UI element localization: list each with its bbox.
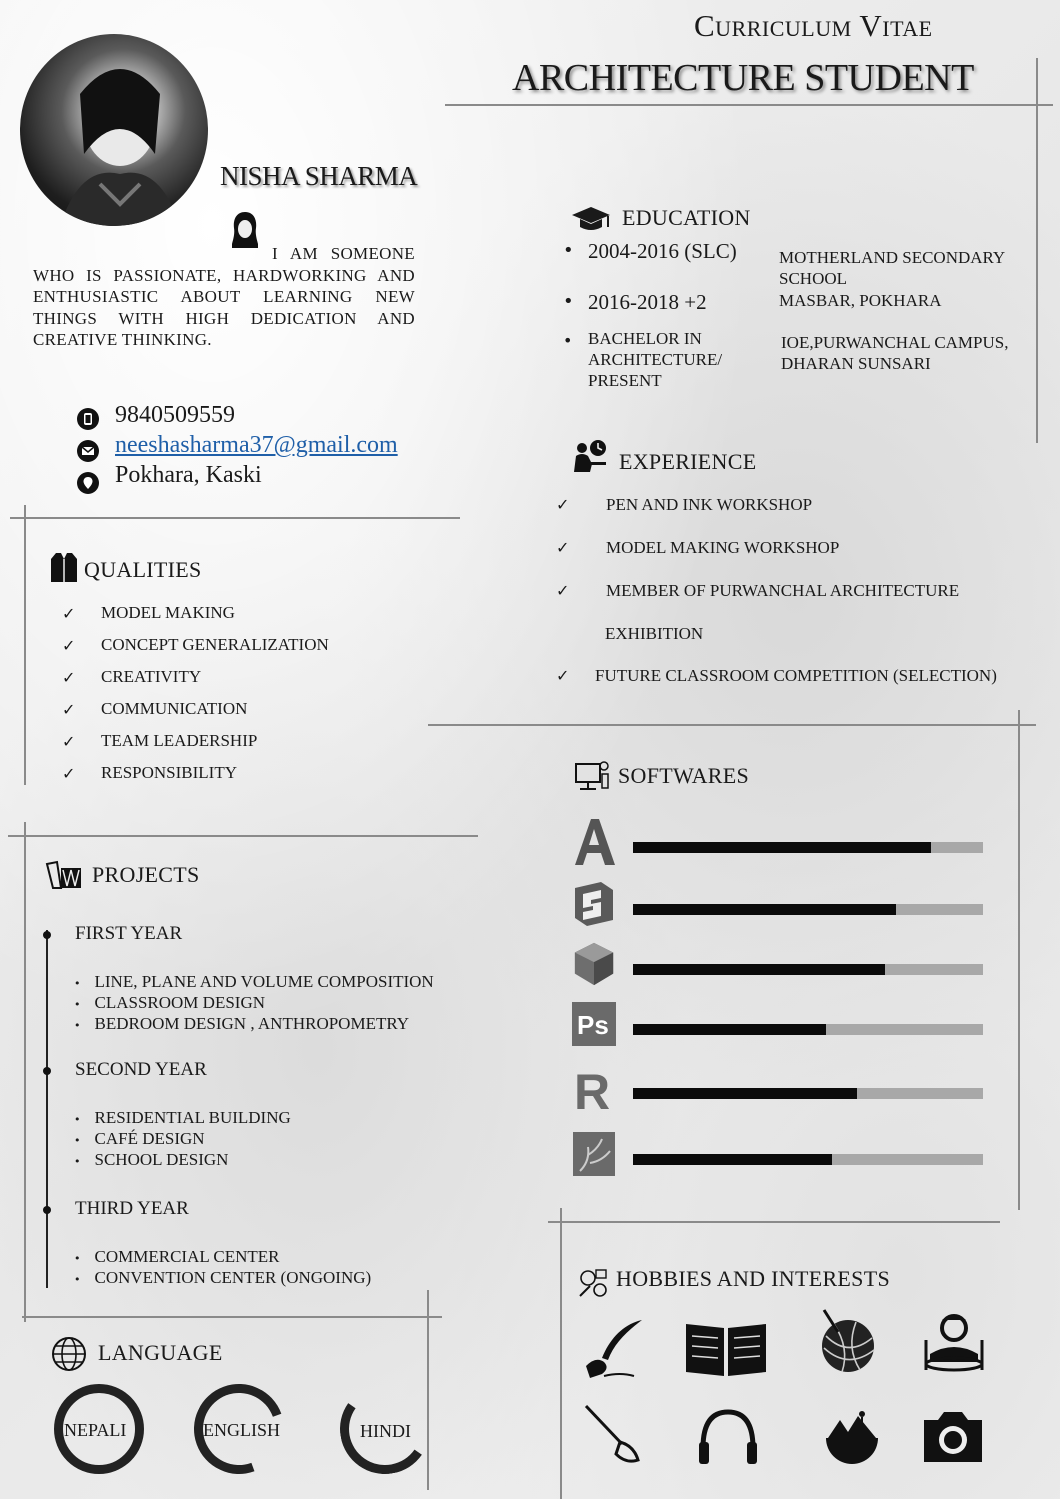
language-name: ENGLISH	[203, 1420, 280, 1440]
timeline-dot	[43, 1206, 51, 1214]
timeline-dot	[43, 931, 51, 939]
bullet-icon: •	[563, 240, 574, 261]
project-item-text: CLASSROOM DESIGN	[94, 993, 265, 1012]
quality-item: COMMUNICATION	[101, 699, 248, 718]
qualities-divider	[8, 835, 478, 837]
phone-number: 9840509559	[115, 402, 235, 428]
hobbies-title: HOBBIES AND INTERESTS	[616, 1266, 890, 1291]
revit-icon	[571, 1064, 617, 1112]
globe-icon	[51, 1336, 87, 1372]
project-item-text: RESIDENTIAL BUILDING	[94, 1108, 291, 1127]
skill-bar-track	[633, 842, 983, 853]
jacket-icon	[50, 551, 78, 583]
skill-bar-track	[633, 1088, 983, 1099]
education-institution: MASBAR, POKHARA	[779, 291, 942, 310]
education-institution: DHARAN SUNSARI	[781, 354, 931, 373]
check-icon: ✓	[62, 732, 76, 751]
bullet-icon: •	[74, 1019, 81, 1032]
project-item-text: LINE, PLANE AND VOLUME COMPOSITION	[94, 972, 434, 991]
cooking-icon	[922, 1310, 986, 1374]
timeline-dot	[43, 1067, 51, 1075]
experience-divider	[428, 724, 1036, 726]
bullet-icon: •	[74, 1273, 81, 1286]
project-item-text: CONVENTION CENTER (ONGOING)	[94, 1268, 372, 1287]
headphones-icon	[697, 1406, 759, 1466]
education-institution: MOTHERLAND SECONDARY	[779, 248, 1006, 267]
header-divider-vertical	[1036, 58, 1038, 443]
check-icon: ✓	[62, 604, 76, 623]
project-item	[74, 1129, 205, 1149]
hobbies-divider-vertical	[560, 1208, 562, 1499]
skill-bar-track	[633, 904, 983, 915]
yarn-knitting-icon	[816, 1308, 880, 1374]
quality-item: CREATIVITY	[101, 667, 202, 686]
check-icon: ✓	[556, 666, 570, 685]
project-item-text: CAFÉ DESIGN	[94, 1129, 205, 1148]
education-institution: IOE,PURWANCHAL CAMPUS,	[781, 333, 1009, 352]
bullet-icon: •	[74, 1134, 81, 1147]
check-icon: ✓	[62, 668, 76, 687]
project-item-text: COMMERCIAL CENTER	[94, 1247, 280, 1266]
skill-bar-fill	[633, 964, 885, 975]
bullet-icon: •	[563, 331, 573, 350]
education-period: PRESENT	[588, 371, 662, 390]
project-year-label: THIRD YEAR	[75, 1198, 189, 1219]
autocad-icon	[571, 818, 617, 866]
project-year-label: FIRST YEAR	[75, 923, 183, 944]
photoshop-icon	[571, 1000, 617, 1048]
skill-bar-fill	[633, 842, 931, 853]
mail-icon	[77, 440, 99, 462]
email-link[interactable]: neeshasharma37@gmail.com	[115, 432, 398, 458]
project-item	[74, 993, 265, 1013]
education-period: 2016-2018 +2	[588, 290, 707, 314]
experience-item: FUTURE CLASSROOM COMPETITION (SELECTION)	[595, 666, 997, 685]
language-name: NEPALI	[64, 1420, 127, 1440]
paintbrush-icon	[582, 1402, 648, 1468]
bullet-icon: •	[74, 998, 81, 1011]
sketchup-icon	[571, 880, 617, 928]
location-pin-icon	[77, 472, 99, 494]
project-item	[74, 1108, 291, 1128]
contact-divider	[10, 517, 460, 519]
project-year-label: SECOND YEAR	[75, 1059, 207, 1080]
skill-bar-fill	[633, 904, 896, 915]
avatar	[20, 34, 208, 226]
language-title: LANGUAGE	[98, 1340, 223, 1365]
check-icon: ✓	[556, 538, 570, 557]
bullet-icon: •	[563, 291, 574, 312]
experience-item: MEMBER OF PURWANCHAL ARCHITECTURE	[606, 581, 960, 600]
header-divider	[445, 104, 1053, 106]
skill-bar-fill	[633, 1024, 826, 1035]
hiking-icon	[822, 1404, 882, 1464]
projects-title: PROJECTS	[92, 862, 200, 887]
svg-text:R: R	[574, 1064, 611, 1113]
hobbies-icon	[576, 1266, 610, 1300]
project-item-text: BEDROOM DESIGN , ANTHROPOMETRY	[94, 1014, 410, 1033]
graduation-cap-icon	[570, 205, 612, 233]
skill-bar-fill	[633, 1154, 832, 1165]
book-icon	[684, 1318, 768, 1378]
bullet-icon: •	[74, 1113, 81, 1126]
check-icon: ✓	[556, 495, 570, 514]
camera-icon	[920, 1408, 986, 1464]
language-name: HINDI	[360, 1421, 411, 1441]
quill-writing-icon	[584, 1316, 648, 1382]
skill-bar-track	[633, 964, 983, 975]
skill-bar-track	[633, 1024, 983, 1035]
project-item	[74, 1247, 279, 1267]
svg-text:Ps: Ps	[577, 1010, 609, 1040]
drafting-tools-icon	[45, 860, 83, 890]
project-item	[74, 1014, 409, 1034]
check-icon: ✓	[556, 581, 570, 600]
role-title: ARCHITECTURE STUDENT	[512, 57, 974, 99]
phone-icon	[77, 408, 99, 430]
experience-item: PEN AND INK WORKSHOP	[606, 495, 813, 514]
education-period: BACHELOR IN	[588, 329, 702, 348]
bullet-icon: •	[74, 1252, 81, 1265]
qualities-title: QUALITIES	[84, 557, 202, 582]
quality-item: TEAM LEADERSHIP	[101, 731, 258, 750]
projects-divider-vertical	[24, 822, 26, 1322]
experience-item: EXHIBITION	[605, 624, 704, 643]
skill-bar-fill	[633, 1088, 857, 1099]
project-item-text: SCHOOL DESIGN	[94, 1150, 229, 1169]
education-period: 2004-2016 (SLC)	[588, 239, 737, 263]
lumion-icon	[571, 1130, 617, 1178]
softwares-divider	[548, 1221, 1000, 1223]
softwares-title: SOFTWARES	[618, 763, 750, 788]
quality-item: MODEL MAKING	[101, 603, 235, 622]
language-divider-vertical	[427, 1290, 429, 1490]
left-column-divider-vertical	[24, 505, 26, 785]
worker-desk-icon	[570, 438, 608, 474]
check-icon: ✓	[62, 764, 76, 783]
experience-title: EXPERIENCE	[619, 449, 757, 474]
bullet-icon: •	[74, 977, 81, 990]
education-period: ARCHITECTURE/	[588, 350, 723, 369]
check-icon: ✓	[62, 636, 76, 655]
quality-item: CONCEPT GENERALIZATION	[101, 635, 329, 654]
project-item	[74, 1150, 228, 1170]
3dsmax-icon	[571, 940, 617, 988]
quality-item: RESPONSIBILITY	[101, 763, 238, 782]
projects-bottom-divider	[22, 1316, 442, 1318]
project-item	[74, 972, 434, 992]
experience-item: MODEL MAKING WORKSHOP	[606, 538, 840, 557]
skill-bar-track	[633, 1154, 983, 1165]
education-title: EDUCATION	[622, 205, 751, 230]
check-icon: ✓	[62, 700, 76, 719]
softwares-divider-vertical	[1018, 710, 1020, 1210]
portrait-silhouette-icon	[20, 34, 208, 226]
about-text: I AM SOMEONE WHO IS PASSIONATE, HARDWORKING AND ENTHUSIASTIC ABOUT LEARNING NEW THINGS WITH HIGH DEDICATION AND CREATIVE THINKING.	[33, 244, 415, 349]
bullet-icon: •	[74, 1155, 81, 1168]
cv-label: Curriculum Vitae	[694, 8, 933, 43]
computer-icon	[574, 758, 610, 792]
candidate-name: NISHA SHARMA	[220, 161, 418, 191]
projects-timeline	[46, 930, 48, 1288]
project-item	[74, 1268, 371, 1288]
location-text: Pokhara, Kaski	[115, 462, 262, 488]
education-institution: SCHOOL	[779, 269, 848, 288]
